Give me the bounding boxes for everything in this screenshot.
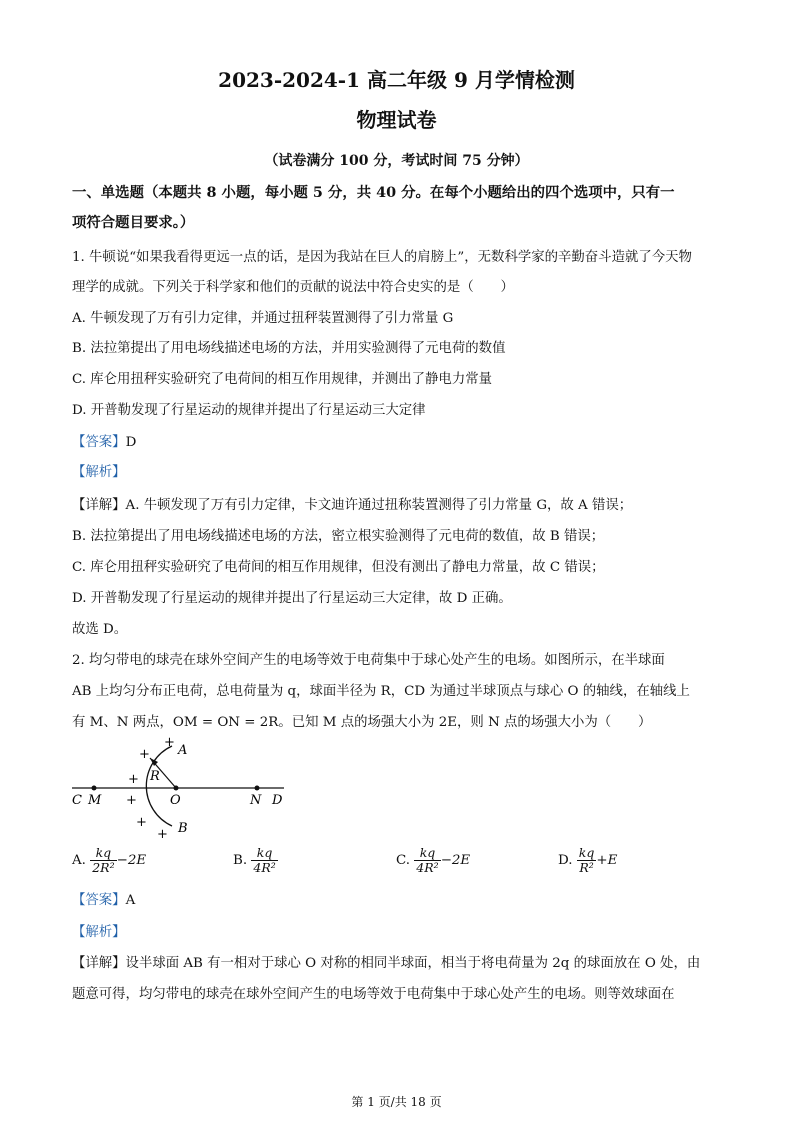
q1-option-c: C. 库仑用扭秤实验研究了电荷间的相互作用规律，并测出了静电力常量 [72, 372, 492, 387]
exam-note: （试卷满分 100 分，考试时间 75 分钟） [264, 153, 529, 169]
q2-option-d-fraction [577, 846, 597, 875]
q2-option-c-letter: C. [396, 853, 411, 868]
q2-option-b-denominator: 4R² [253, 860, 276, 875]
q2-option-d-letter: D. [558, 853, 573, 868]
q2-stem-line2: AB 上均匀分布正电荷，总电荷量为 q，球面半径为 R，CD 为通过半球顶点与球心 O 的轴线，在轴线上 [72, 684, 690, 699]
q1-answer-tag: 【答案】 [72, 435, 126, 450]
q2-option-a-letter: A. [72, 853, 86, 868]
q1-answer: D [125, 435, 137, 450]
label-n: N [250, 793, 262, 808]
q2-option-a-denominator: 2R² [92, 860, 115, 875]
q1-stem-line2: 理学的成就。下列关于科学家和他们的贡献的说法中符合史实的是（ ） [72, 280, 514, 295]
q2-option-a [72, 846, 146, 875]
q2-option-c-denominator: 4R² [416, 860, 439, 875]
q1-stem-line1: 1. 牛顿说“如果我看得更远一点的话，是因为我站在巨人的肩膀上”，无数科学家的辛勤奋斗造就了今天物 [72, 250, 692, 265]
charge-plus-1: + [164, 736, 175, 750]
label-b: B [178, 821, 188, 836]
q1-detail-line2: B. 法拉第提出了用电场线描述电场的方法，密立根实验测得了元电荷的数值，故 B 错误； [72, 529, 605, 544]
q2-stem-line3: 有 M、N 两点，OM = ON = 2R。已知 M 点的场强大小为 2E，则 N 点的场强大小为（ ） [72, 715, 652, 730]
q2-option-c-fraction [414, 846, 440, 875]
q2-stem-line1: 2. 均匀带电的球壳在球外空间产生的电场等效于电荷集中于球心处产生的电场。如图所示，在半球面 [72, 653, 665, 668]
q2-analysis-tag: 【解析】 [72, 925, 126, 940]
q1-analysis-tag: 【解析】 [72, 465, 126, 480]
section-heading-line2: 项符合题目要求。） [72, 214, 195, 231]
q2-answer-tag: 【答案】 [72, 893, 126, 908]
q1-detail-line4: D. 开普勒发现了行星运动的规律并提出了行星运动三大定律，故 D 正确。 [72, 591, 512, 606]
q2-option-b-numerator: kq [251, 846, 277, 861]
q1-option-d: D. 开普勒发现了行星运动的规律并提出了行星运动三大定律 [72, 403, 426, 418]
q1-option-a: A. 牛顿发现了万有引力定律，并通过扭秤装置测得了引力常量 G [72, 311, 454, 326]
label-a: A [178, 743, 188, 758]
point-m [92, 786, 97, 791]
q2-option-b [233, 846, 278, 875]
q2-detail-line1: 【详解】设半球面 AB 有一相对于球心 O 对称的相同半球面，相当于将电荷量为 2q 的球面放在 O 处，由 [72, 956, 701, 971]
q2-answer: A [125, 893, 136, 908]
q2-option-d-denominator: R² [579, 860, 594, 875]
q2-option-d-numerator: kq [578, 845, 595, 860]
label-d: D [272, 793, 283, 808]
q2-option-d [558, 846, 617, 875]
point-o [174, 786, 179, 791]
q2-option-a-fraction [90, 846, 116, 875]
q1-conclusion: 故选 D。 [72, 622, 128, 637]
exam-title: 2023-2024-1 高二年级 9 月学情检测 [218, 68, 575, 92]
q2-option-c-numerator: kq [414, 846, 440, 861]
label-c: C [72, 793, 82, 808]
q2-option-c [396, 846, 470, 875]
section-heading-line1: 一、单选题（本题共 8 小题，每小题 5 分，共 40 分。在每个小题给出的四个选项中，只有一 [72, 184, 675, 201]
label-r: R [150, 769, 160, 784]
charge-plus-6: + [157, 827, 168, 840]
q2-option-c-tail: −2E [440, 853, 471, 868]
q2-option-a-tail: −2E [116, 853, 147, 868]
q1-detail-line1: 【详解】A. 牛顿发现了万有引力定律，卡文迪许通过扭称装置测得了引力常量 G，故 A 错误； [72, 498, 633, 513]
q2-option-b-fraction [251, 846, 277, 875]
q1-detail-line3: C. 库仑用扭秤实验研究了电荷间的相互作用规律，但没有测出了静电力常量，故 C 错误； [72, 560, 605, 575]
point-n [255, 786, 260, 791]
page-footer: 第 1 页/共 18 页 [351, 1095, 442, 1109]
q2-option-a-numerator: kq [90, 846, 116, 861]
q2-detail-line2: 题意可得，均匀带电的球壳在球外空间产生的电场等效于电荷集中于球心处产生的电场。则等效球面在 [72, 987, 675, 1002]
q2-answer-line [72, 889, 135, 908]
q2-option-b-letter: B. [233, 853, 248, 868]
charge-plus-5: + [136, 815, 147, 830]
hemisphere-diagram [66, 736, 296, 840]
subject-title: 物理试卷 [356, 108, 437, 132]
q1-option-b: B. 法拉第提出了用电场线描述电场的方法，并用实验测得了元电荷的数值 [72, 341, 506, 356]
charge-plus-3: + [128, 772, 139, 787]
label-o: O [170, 793, 181, 808]
q1-answer-line [72, 431, 136, 450]
label-m: M [88, 793, 102, 808]
charge-plus-2: + [139, 747, 150, 762]
q2-option-d-tail: +E [596, 853, 618, 868]
charge-plus-4: + [126, 793, 137, 808]
